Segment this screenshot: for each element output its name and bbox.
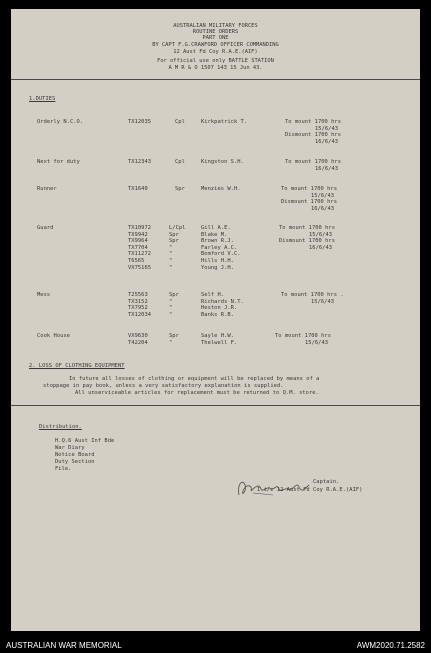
rank: Cpl — [175, 159, 185, 165]
rank: Spr — [169, 231, 179, 238]
duty-note: Dismount 1700 hrs — [285, 132, 342, 139]
loss-text-line-3: All unserviceable articles for replacement must be returned to Q.M. store. — [75, 390, 319, 396]
duty-note: 15/6/43 — [315, 125, 339, 132]
header-line-6: For official use only BATTLE STATION — [157, 58, 274, 64]
rank: " — [169, 264, 173, 271]
duty-name: Runner — [37, 186, 57, 192]
distribution-item: Notice Board — [55, 452, 95, 458]
section-title-loss: 2. LOSS OF CLOTHING EQUIPMENT — [29, 363, 125, 369]
service-number: TX7704 — [128, 244, 148, 251]
duty-note: To mount 1700 hrs — [285, 159, 342, 165]
duty-note: 15/6/43 — [305, 339, 329, 346]
loss-text-line-2: stoppage in pay book, unless a very satisfactory explanation is supplied. — [43, 383, 284, 389]
rank: L/Cpl — [169, 225, 186, 231]
archive-footer — [0, 638, 431, 653]
rank: " — [169, 258, 173, 264]
divider — [11, 405, 420, 406]
duty-note: To mount 1700 hrs — [279, 225, 336, 231]
header-line-4: BY CAPT F.G.CRAWFORD OFFICER COMMANDING — [152, 42, 279, 48]
document-page — [11, 9, 420, 631]
soldier-name: Brown R.J. — [201, 238, 234, 245]
distribution-item: File. — [55, 466, 72, 472]
loss-text-line-1: In future all losses of clothing or equipment will be replaced by means of a — [69, 376, 320, 382]
duty-note: To mount 1700 hrs . — [281, 292, 344, 298]
duty-name: Mess — [37, 292, 51, 298]
service-number: VX9630 — [128, 333, 148, 339]
distribution-title: Distribution. — [39, 424, 82, 430]
rank: " — [169, 244, 173, 251]
soldier-name: Sayle H.W. — [201, 333, 234, 339]
duty-name: Cook House — [37, 333, 70, 339]
divider — [11, 79, 420, 80]
distribution-item: Duty Section — [55, 459, 95, 465]
rank: Spr — [169, 292, 179, 298]
service-number: TX9964 — [128, 238, 148, 245]
service-number: T25563 — [128, 292, 148, 298]
service-number: TX10972 — [128, 225, 152, 231]
signature-rank: Captain. — [313, 479, 340, 485]
duty-name: Next for duty — [37, 159, 80, 165]
rank: Cpl — [175, 119, 185, 125]
header-line-3: PART ONE — [202, 35, 229, 41]
rank: Spr — [169, 333, 179, 339]
duty-name: Guard — [37, 225, 54, 231]
footer-institution: AUSTRALIAN WAR MEMORIAL — [6, 641, 122, 650]
service-number: TX11272 — [128, 251, 152, 258]
duty-note: 16/6/43 — [315, 165, 339, 172]
duty-note: 16/6/43 — [309, 244, 333, 251]
soldier-name: Blake M. — [201, 231, 228, 238]
soldier-name: Bomford V.C. — [201, 251, 241, 258]
rank: " — [169, 311, 173, 318]
soldier-name: Kingston S.H. — [201, 159, 244, 165]
soldier-name: Kirkpatrick T. — [201, 119, 248, 125]
duty-note: To mount 1700 hrs — [285, 119, 342, 125]
soldier-name: Farley A.C. — [201, 244, 238, 251]
service-number: TX7952 — [128, 305, 148, 312]
rank: Spr — [175, 186, 185, 192]
header-line-7: A M R & O 1507 143 15 Jun 43. — [168, 65, 263, 71]
distribution-item: H.Q.6 Aust Inf Bde — [55, 438, 115, 444]
duty-name: Orderly N.C.O. — [37, 119, 84, 125]
header-line-2: ROUTINE ORDERS — [192, 29, 239, 35]
duty-note: 15/6/43 — [311, 298, 335, 305]
signature-unit: I i/c 12 Aust Fd Coy R.A.E.(AIF) — [257, 487, 363, 493]
rank: " — [169, 251, 173, 258]
duty-note: 15/6/43 — [311, 192, 335, 199]
rank: " — [169, 339, 173, 346]
service-number: TX9942 — [128, 231, 148, 238]
soldier-name: Banks R.B. — [201, 311, 234, 318]
service-number: VX75165 — [128, 264, 152, 271]
rank: " — [169, 305, 173, 312]
header-line-5: 12 Aust Fd Coy R.A.E.(AIF) — [173, 49, 258, 55]
service-number: TX3152 — [128, 298, 148, 305]
service-number: TX1640 — [128, 186, 148, 192]
soldier-name: Self H. — [201, 292, 225, 298]
duty-note: Dismount 1700 hrs — [279, 238, 336, 245]
duty-note: To mount 1700 hrs — [275, 333, 332, 339]
duty-note: 16/6/43 — [315, 138, 339, 145]
duty-note: 16/6/43 — [311, 205, 335, 212]
duty-note: 15/6/43 — [309, 231, 333, 238]
service-number: TX12034 — [128, 311, 152, 318]
service-number: T42204 — [128, 339, 148, 346]
soldier-name: Heston J.R. — [201, 305, 238, 312]
soldier-name: Young J.H. — [201, 264, 234, 271]
service-number: T6565 — [128, 258, 145, 264]
header-line-1: AUSTRALIAN MILITARY FORCES — [173, 23, 258, 29]
duty-note: To mount 1700 hrs — [281, 186, 338, 192]
soldier-name: Hills H.H. — [201, 258, 234, 264]
duty-note: Dismount 1700 hrs — [281, 199, 338, 206]
soldier-name: Gill A.E. — [201, 225, 231, 231]
soldier-name: Thelwell F. — [201, 339, 238, 346]
service-number: TX12035 — [128, 119, 152, 125]
rank: " — [169, 298, 173, 305]
footer-reference: AWM2020.71.2582 — [356, 641, 425, 650]
soldier-name: Richards N.T. — [201, 298, 244, 305]
rank: Spr — [169, 238, 179, 245]
soldier-name: Menzies W.H. — [201, 186, 241, 192]
distribution-item: War Diary — [55, 445, 85, 451]
section-title-duties: 1.DUTIES — [29, 96, 56, 102]
service-number: TX12343 — [128, 159, 152, 165]
